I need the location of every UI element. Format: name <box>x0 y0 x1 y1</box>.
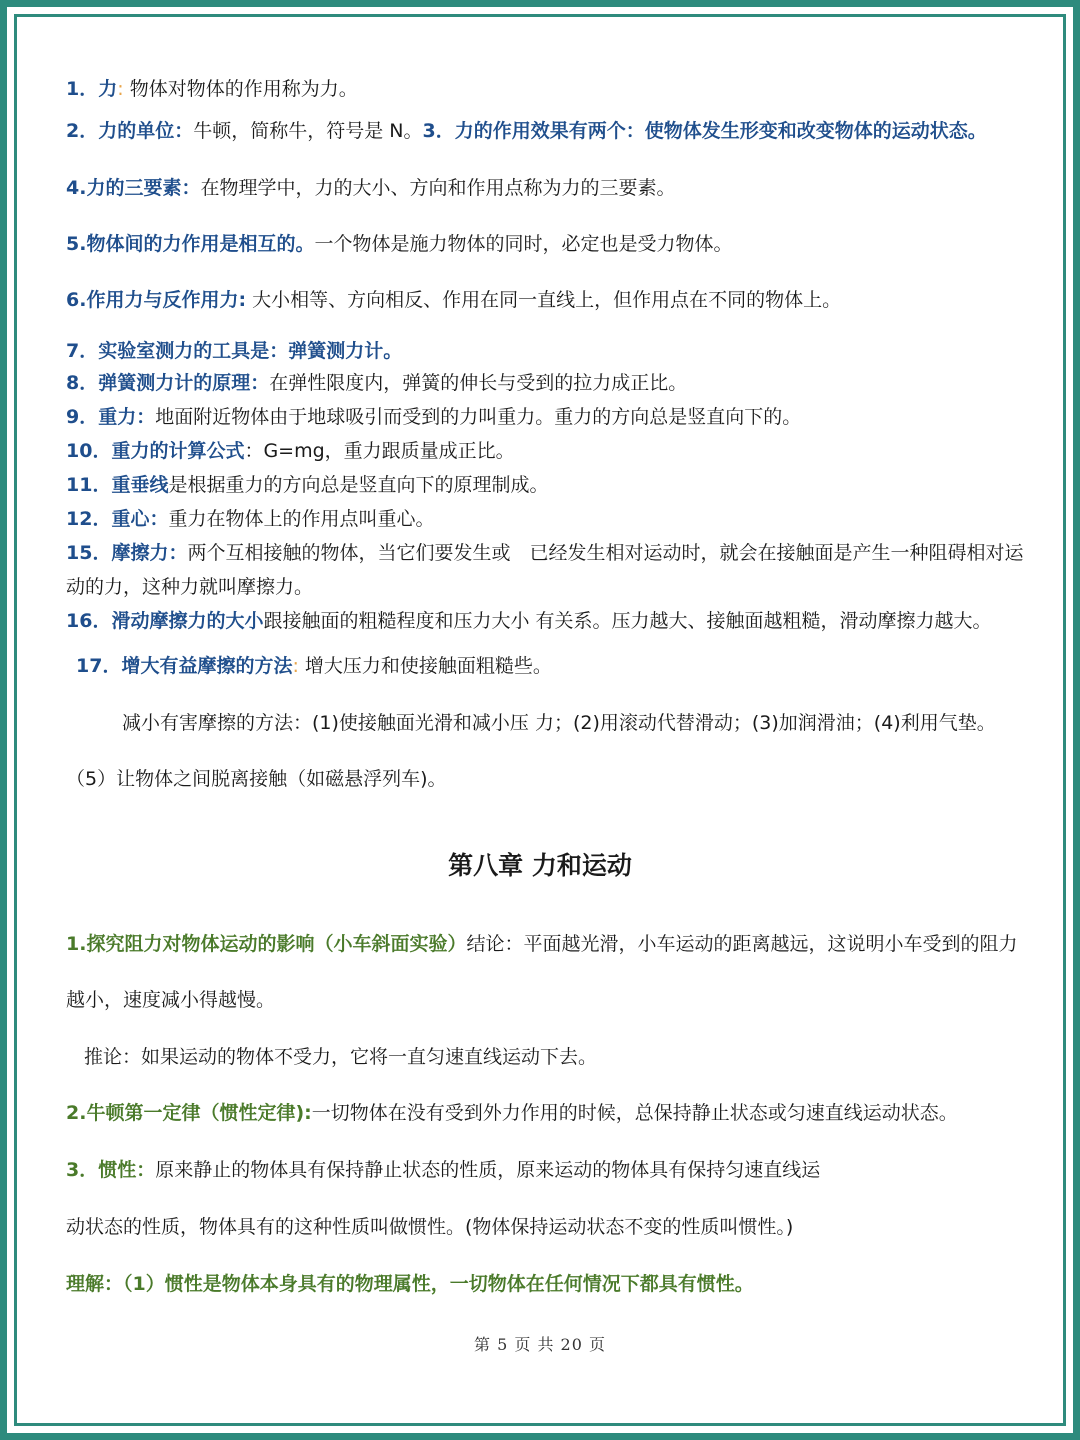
item-5-key: 5.物体间的力作用是相互的。 <box>66 233 315 255</box>
page-footer: 第 5 页 共 20 页 <box>474 1335 606 1354</box>
item-11 <box>66 472 548 498</box>
item-9-key: 9．重力： <box>66 406 156 428</box>
ch8-item-3-key: 3．惯性： <box>66 1159 156 1181</box>
ch8-item-3-cont <box>66 1214 793 1240</box>
item-7-key: 7．实验室测力的工具是：弹簧测力计。 <box>66 340 403 362</box>
item-12-text: 重力在物体上的作用点叫重心。 <box>168 508 435 530</box>
ch8-item-3-text-cont: 动状态的性质，物体具有的这种性质叫做惯性。(物体保持运动状态不变的性质叫惯性。) <box>66 1216 794 1238</box>
ch8-item-1-text: 结论：平面越光滑，小车运动的距离越远，这说明小车受到的阻力 <box>466 933 1018 955</box>
item-1-sep: : <box>117 78 124 100</box>
item-6-key: 6.作用力与反作用力: <box>66 289 247 311</box>
item-2-3 <box>66 118 987 144</box>
item-8-text: 在弹性限度内，弹簧的伸长与受到的拉力成正比。 <box>269 372 688 394</box>
ch8-item-2 <box>66 1100 958 1126</box>
item-12-key: 12．重心： <box>66 508 169 530</box>
item-6-text: 大小相等、方向相反、作用在同一直线上，但作用点在不同的物体上。 <box>246 289 842 311</box>
item-10-key: 10．重力的计算公式 <box>66 440 245 462</box>
item-15-text-cont: 动的力，这种力就叫摩擦力。 <box>66 576 314 598</box>
ch8-item-2-key: 2.牛顿第一定律（惯性定律): <box>66 1102 312 1124</box>
ch8-item-1-inference <box>84 1044 597 1070</box>
item-17-reduce <box>122 710 996 736</box>
ch8-item-1-cont <box>66 987 275 1013</box>
item-17-text: 增大压力和使接触面粗糙些。 <box>298 655 552 677</box>
item-1-key: 1．力 <box>66 78 118 100</box>
item-2-text: 牛顿，简称牛，符号是 N。 <box>193 120 423 142</box>
item-5-text: 一个物体是施力物体的同时，必定也是受力物体。 <box>314 233 733 255</box>
ch8-item-3 <box>66 1157 820 1183</box>
item-11-key: 11．重垂线 <box>66 474 169 496</box>
item-17-reduce-cont <box>66 766 447 792</box>
item-16-key: 16．滑动摩擦力的大小 <box>66 610 264 632</box>
ch8-item-2-text: 一切物体在没有受到外力作用的时候，总保持静止状态或匀速直线运动状态。 <box>311 1102 958 1124</box>
item-8 <box>66 370 687 396</box>
item-12 <box>66 506 434 532</box>
item-15-cont <box>66 574 313 600</box>
item-10-text: ：G=mg，重力跟质量成正比。 <box>244 440 515 462</box>
ch8-item-4 <box>66 1271 754 1297</box>
item-16 <box>66 608 992 634</box>
item-7 <box>66 338 402 364</box>
item-4 <box>66 175 675 201</box>
ch8-item-4-key: 理解：（1）惯性是物体本身具有的物理属性，一切物体在任何情况下都具有惯性。 <box>66 1273 754 1295</box>
item-3-key: 3．力的作用效果有两个：使物体发生形变和改变物体的运动状态。 <box>422 120 987 142</box>
item-4-text: 在物理学中，力的大小、方向和作用点称为力的三要素。 <box>200 177 676 199</box>
item-5 <box>66 231 732 257</box>
item-9-text: 地面附近物体由于地球吸引而受到的力叫重力。重力的方向总是竖直向下的。 <box>155 406 802 428</box>
item-16-text: 跟接触面的粗糙程度和压力大小 有关系。压力越大、接触面越粗糙，滑动摩擦力越大。 <box>263 610 992 632</box>
item-17-reduce-text: 减小有害摩擦的方法：(1)使接触面光滑和减小压 力；(2)用滚动代替滑动；(3)加润滑油；(4)利用气垫。 <box>122 712 996 734</box>
item-1 <box>66 76 358 102</box>
item-17-reduce-text-cont: （5）让物体之间脱离接触（如磁悬浮列车)。 <box>66 768 447 790</box>
item-6 <box>66 287 841 313</box>
item-1-text: 物体对物体的作用称为力。 <box>129 78 358 100</box>
ch8-item-3-text: 原来静止的物体具有保持静止状态的性质，原来运动的物体具有保持匀速直线运 <box>155 1159 821 1181</box>
item-2-key: 2．力的单位： <box>66 120 194 142</box>
item-17 <box>76 653 552 679</box>
item-15-text: 两个互相接触的物体，当它们要发生或 已经发生相对运动时，就会在接触面是产生一种阻碍相对运 <box>187 542 1024 564</box>
item-9 <box>66 404 801 430</box>
item-15-key: 15．摩擦力： <box>66 542 188 564</box>
chapter-title: 第八章 力和运动 <box>448 851 632 880</box>
item-4-key: 4.力的三要素： <box>66 177 201 199</box>
item-17-sep: : <box>292 655 299 677</box>
item-10 <box>66 438 515 464</box>
ch8-item-1 <box>66 931 1017 957</box>
item-15 <box>66 540 1023 566</box>
item-17-key: 17．增大有益摩擦的方法 <box>76 655 293 677</box>
ch8-item-1-inference-text: 推论：如果运动的物体不受力，它将一直匀速直线运动下去。 <box>84 1046 598 1068</box>
ch8-item-1-text-cont: 越小，速度减小得越慢。 <box>66 989 276 1011</box>
item-8-key: 8．弹簧测力计的原理： <box>66 372 270 394</box>
item-11-text: 是根据重力的方向总是竖直向下的原理制成。 <box>168 474 549 496</box>
ch8-item-1-key: 1.探究阻力对物体运动的影响（小车斜面实验） <box>66 933 467 955</box>
